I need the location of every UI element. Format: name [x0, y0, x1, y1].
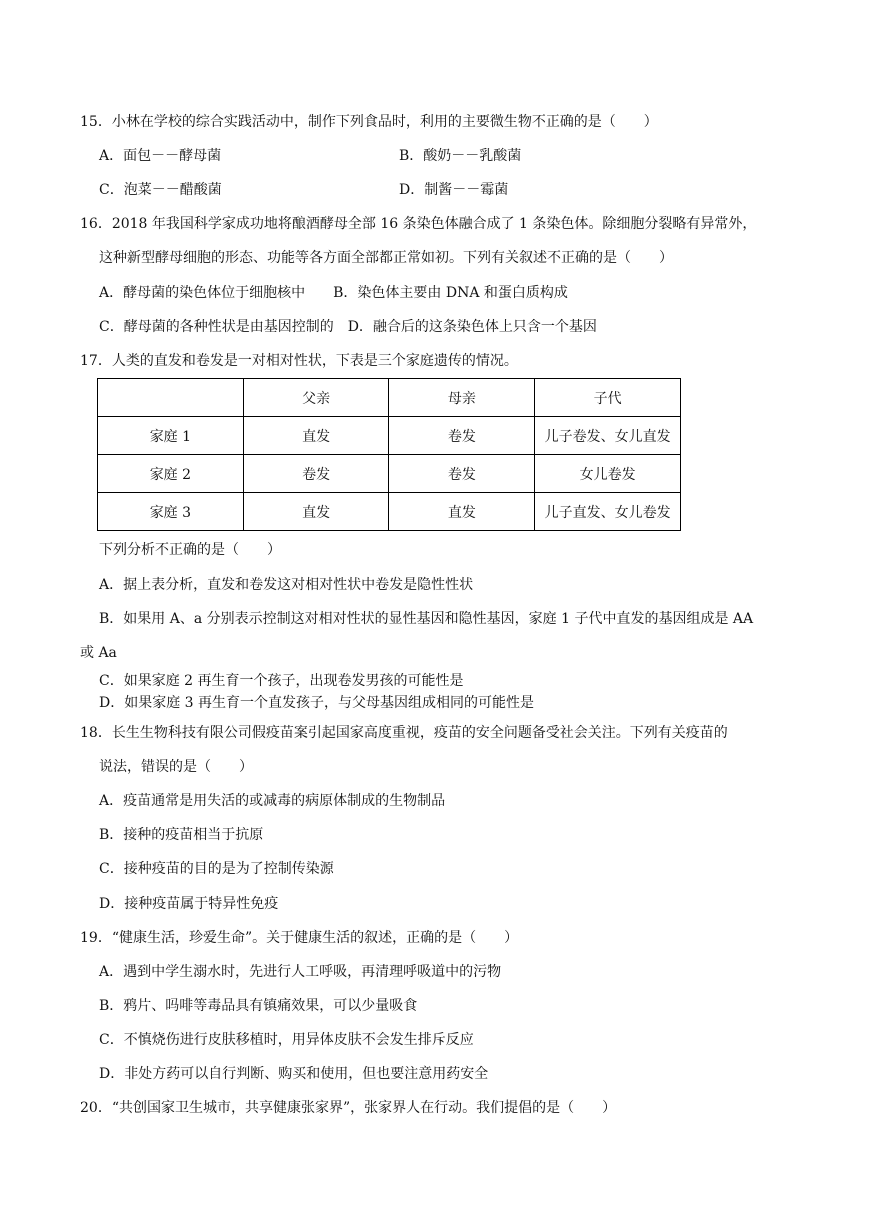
- table-header-cell: 子代: [535, 379, 681, 417]
- question-16-options-cd: C．酵母菌的各种性状是由基因控制的 D．融合后的这条染色体上只含一个基因: [99, 319, 597, 335]
- question-19-option-b: B．鸦片、吗啡等毒品具有镇痛效果，可以少量吸食: [99, 998, 418, 1014]
- question-17-option-a: A．据上表分析，直发和卷发这对相对性状中卷发是隐性性状: [99, 577, 474, 593]
- question-15-stem: 15．小林在学校的综合实践活动中，制作下列食品时，利用的主要微生物不正确的是（ ）: [80, 114, 658, 130]
- table-row: [98, 455, 681, 493]
- table-cell: 直发: [389, 493, 535, 531]
- table-cell: 卷发: [389, 417, 535, 455]
- table-cell: 家庭 1: [98, 417, 244, 455]
- question-19-stem: 19．“健康生活，珍爱生命”。关于健康生活的叙述，正确的是（ ）: [80, 930, 519, 946]
- question-18-option-b: B．接种的疫苗相当于抗原: [99, 827, 264, 843]
- table-header-cell: 母亲: [389, 379, 535, 417]
- table-cell: 家庭 3: [98, 493, 244, 531]
- question-15-option-d: D．制酱－－霉菌: [399, 182, 509, 198]
- question-17-option-c: C．如果家庭 2 再生育一个孩子，出现卷发男孩的可能性是: [99, 673, 464, 689]
- table-cell: 儿子卷发、女儿直发: [535, 417, 681, 455]
- table-row: [98, 417, 681, 455]
- question-16-options-ab: A．酵母菌的染色体位于细胞核中 B．染色体主要由 DNA 和蛋白质构成: [99, 285, 568, 301]
- question-18-option-a: A．疫苗通常是用失活的或减毒的病原体制成的生物制品: [99, 793, 446, 809]
- table-cell: 卷发: [243, 455, 389, 493]
- table-cell: 女儿卷发: [535, 455, 681, 493]
- table-row: [98, 493, 681, 531]
- table-header-row: [98, 379, 681, 417]
- table-cell: 儿子直发、女儿卷发: [535, 493, 681, 531]
- question-15-option-b: B．酸奶－－乳酸菌: [399, 148, 522, 164]
- question-17-option-b-line2: 或 Aa: [80, 645, 117, 661]
- question-17-prompt: 下列分析不正确的是（ ）: [99, 542, 281, 558]
- question-17-option-b-line1: B．如果用 A、a 分别表示控制这对相对性状的显性基因和隐性基因，家庭 1 子代中直发的基因组成是 AA: [99, 611, 754, 627]
- question-19-option-a: A．遇到中学生溺水时，先进行人工呼吸，再清理呼吸道中的污物: [99, 964, 502, 980]
- question-18-stem-line2: 说法，错误的是（ ）: [99, 759, 253, 775]
- question-15-option-c: C．泡菜－－醋酸菌: [99, 182, 222, 198]
- table-cell: 家庭 2: [98, 455, 244, 493]
- table-header-cell: [98, 379, 244, 417]
- question-16-stem-line1: 16．2018 年我国科学家成功地将酿酒酵母全部 16 条染色体融合成了 1 条染色体。除细胞分裂略有异常外，: [80, 216, 757, 232]
- table-cell: 直发: [243, 493, 389, 531]
- question-16-stem-line2: 这种新型酵母细胞的形态、功能等各方面全部都正常如初。下列有关叙述不正确的是（ ）: [99, 250, 673, 266]
- question-19-option-d: D．非处方药可以自行判断、购买和使用，但也要注意用药安全: [99, 1066, 489, 1082]
- question-17-stem: 17．人类的直发和卷发是一对相对性状，下表是三个家庭遗传的情况。: [80, 353, 518, 369]
- question-18-option-c: C．接种疫苗的目的是为了控制传染源: [99, 861, 334, 877]
- question-17-option-d: D．如果家庭 3 再生育一个直发孩子，与父母基因组成相同的可能性是: [99, 695, 535, 711]
- table-cell: 直发: [243, 417, 389, 455]
- question-18-option-d: D．接种疫苗属于特异性免疫: [99, 896, 279, 912]
- question-20-stem: 20．“共创国家卫生城市，共享健康张家界”，张家界人在行动。我们提倡的是（ ）: [80, 1100, 617, 1116]
- question-18-stem-line1: 18．长生生物科技有限公司假疫苗案引起国家高度重视，疫苗的安全问题备受社会关注。下列有关疫苗的: [80, 725, 728, 741]
- family-inheritance-table: [97, 378, 681, 531]
- question-15-option-a: A．面包－－酵母菌: [99, 148, 222, 164]
- table-cell: 卷发: [389, 455, 535, 493]
- question-19-option-c: C．不慎烧伤进行皮肤移植时，用异体皮肤不会发生排斥反应: [99, 1032, 474, 1048]
- table-header-cell: 父亲: [243, 379, 389, 417]
